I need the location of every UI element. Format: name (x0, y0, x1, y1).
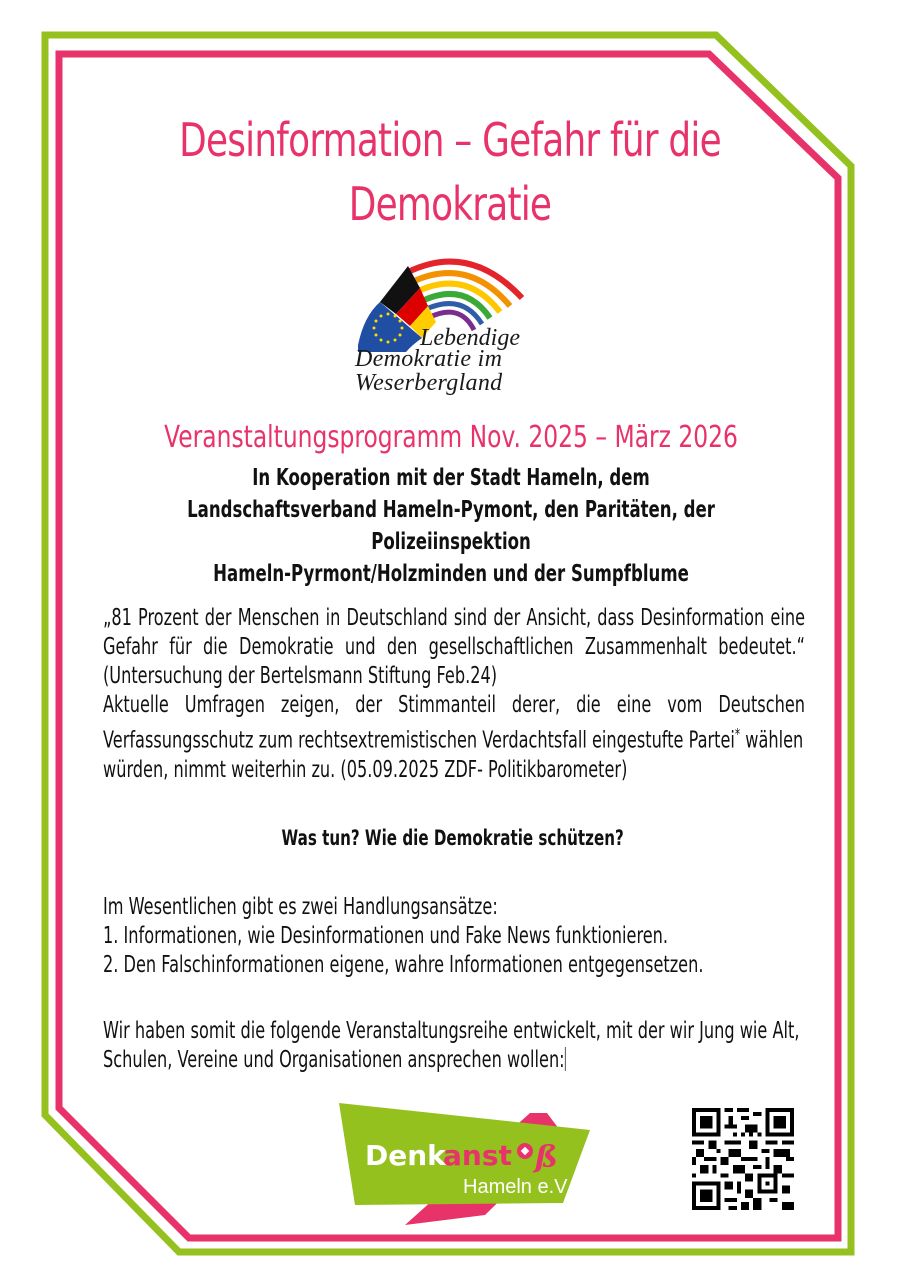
qr-code-icon[interactable] (692, 1108, 794, 1210)
cooperation-line-3: Hameln-Pyrmont/Holzminden und der Sumpfblume (213, 561, 689, 587)
approach-item-2: 2. Den Falschinformationen eigene, wahre Informationen entgegensetzen. (103, 952, 704, 978)
text-cursor (565, 1047, 566, 1071)
survey-line-2: Verfassungsschutz zum rechtsextremistischen Verdachtsfall eingestufte Partei* wählen (103, 725, 804, 754)
quote-line-2: Gefahr für die Demokratie und den gesellschaftlichen Zusammenhalt bedeutet.“ (103, 634, 805, 660)
approaches-list (103, 893, 805, 980)
lebendige-demokratie-logo (350, 250, 550, 405)
intro-text (103, 604, 805, 785)
closing-line-2: Schulen, Vereine und Organisationen ansprechen wollen: (103, 1047, 565, 1073)
logo-word-anst: anst (443, 1139, 512, 1172)
closing-text (103, 1017, 805, 1075)
cooperation-line-1: In Kooperation mit der Stadt Hameln, dem (252, 465, 650, 491)
approach-item-1: 1. Informationen, wie Desinformationen und Fake News funktionieren. (103, 923, 669, 949)
survey-line-3: würden, nimmt weiterhin zu. (05.09.2025 ZDF- Politikbarometer) (103, 756, 628, 783)
logo-text-line-2: Demokratie im (355, 346, 503, 372)
logo-text-line-3: Weserbergland (355, 370, 503, 396)
denkanstoss-logo (335, 1095, 600, 1225)
logo-subtitle: Hameln e.V. (463, 1176, 572, 1198)
cooperation-partners (155, 462, 747, 590)
quote-line-1: „81 Prozent der Menschen in Deutschland sind der Ansicht, dass Desinformation eine (103, 605, 805, 631)
approaches-intro: Im Wesentlichen gibt es zwei Handlungsansätze: (103, 894, 498, 920)
closing-line-1: Wir haben somit die folgende Veranstaltungsreihe entwickelt, mit der wir Jung wie Alt, (103, 1018, 800, 1044)
question-heading: Was tun? Wie die Demokratie schützen? (281, 826, 625, 850)
page-title-line-2: Demokratie (348, 177, 552, 231)
footnote-asterisk: * (734, 725, 741, 743)
page-title-line-1: Desinformation – Gefahr für die (179, 113, 721, 167)
logo-word-denk: Denk (365, 1139, 446, 1172)
page-title (177, 108, 723, 236)
logo-text-line-1: Lebendige (420, 325, 520, 351)
survey-line-1: Aktuelle Umfragen zeigen, der Stimmanteil derer, die eine vom Deutschen (103, 692, 805, 718)
program-subtitle: Veranstaltungsprogramm Nov. 2025 – März 2026 (164, 420, 738, 455)
denkanstoss-shapes-icon (335, 1095, 600, 1225)
quote-source: (Untersuchung der Bertelsmann Stiftung Feb.24) (103, 663, 498, 689)
logo-letter-sz: ß (535, 1140, 558, 1175)
cooperation-line-2: Landschaftsverband Hameln-Pymont, den Paritäten, der Polizeiinspektion (187, 497, 715, 555)
